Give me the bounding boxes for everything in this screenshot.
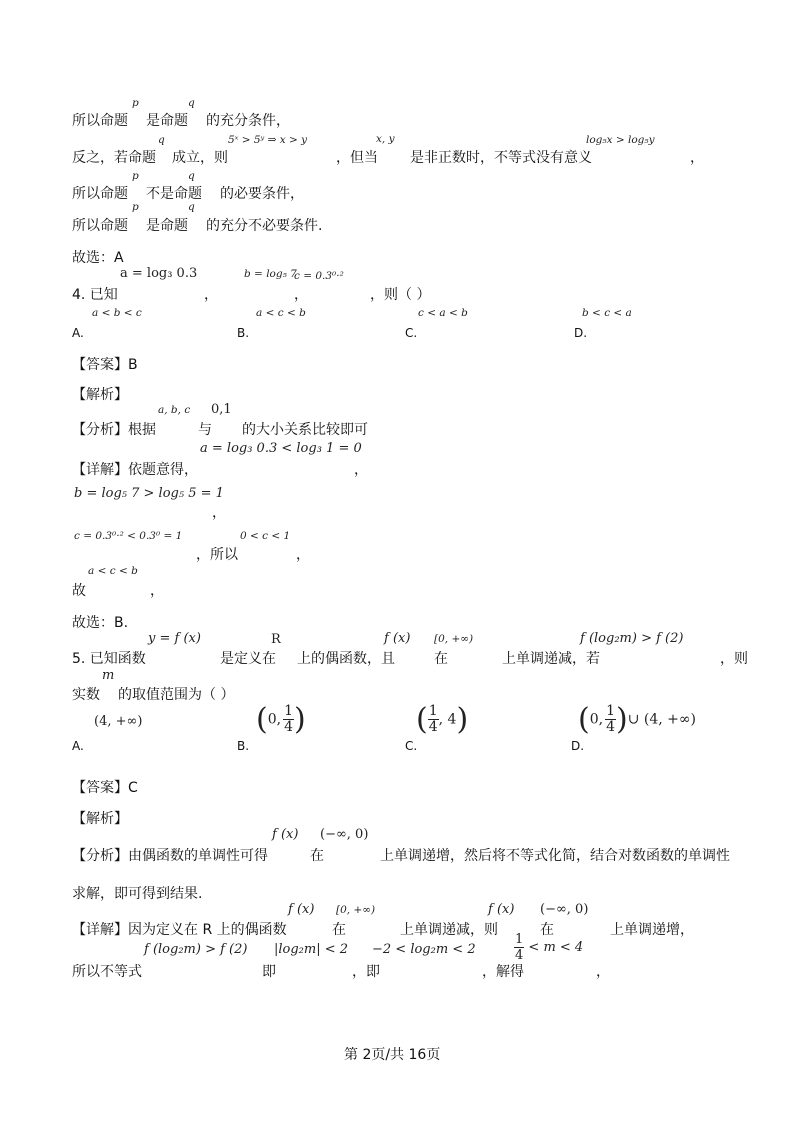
option-b-label: B. [237, 739, 250, 753]
math-c-range: 0 < c < 1 [240, 530, 291, 542]
analysis-tag: 【解析】 [72, 387, 128, 403]
text-line: 不是命题 [146, 186, 202, 202]
math-log-ineq: log₅x > log₅y [586, 134, 655, 146]
text-line: 上的偶函数，且 [297, 651, 395, 667]
text-line: 上单调递减，则 [400, 922, 498, 938]
question-stem: 的取值范围为（ ） [118, 687, 235, 703]
text-line: ，解得 [482, 964, 524, 980]
answer-tag: 【答案】C [72, 780, 138, 796]
text-line: 是命题 [146, 218, 188, 234]
answer-line: 故选：A [72, 250, 124, 266]
math-q: q [188, 170, 195, 182]
comma: ， [212, 505, 226, 521]
math-implication: 5ˣ > 5ʸ ⇒ x > y [228, 134, 308, 146]
math-R: R [271, 632, 281, 647]
text-line: 即 [262, 964, 276, 980]
option-c-math: c < a < b [418, 307, 468, 319]
math-xy: x, y [376, 133, 395, 145]
math-detail-b: b = log₅ 7 > log₅ 5 = 1 [74, 486, 224, 501]
detail-prefix: 【详解】因为定义在 R 上的偶函数 [72, 922, 287, 938]
text-line: 是定义在 [220, 651, 276, 667]
comma: ， [150, 583, 164, 599]
math-abs-ineq: |log₂m| < 2 [274, 942, 349, 957]
math-p: p [132, 97, 139, 109]
page-footer: 第 2页/共 16页 [344, 1047, 441, 1063]
math-interval-neg: (−∞, 0) [540, 902, 589, 917]
option-d-label: D. [574, 326, 588, 340]
comma: ， [204, 287, 218, 303]
text-line: 上单调递减，若 [502, 651, 600, 667]
detail-prefix: 【详解】依题意得， [72, 462, 198, 478]
math-fx: f (x) [488, 902, 515, 917]
question-stem: ，则（ ） [370, 287, 431, 303]
text-line: 成立，则 [172, 150, 228, 166]
option-a-label: A. [72, 739, 84, 753]
option-c-label: C. [405, 326, 418, 340]
text-line: 所以不等式 [72, 964, 142, 980]
math-y-fx: y = f (x) [148, 631, 201, 646]
text-line: ， [690, 150, 704, 166]
comma: ， [296, 547, 310, 563]
math-ineq: f (log₂m) > f (2) [580, 631, 684, 646]
option-d-label: D. [571, 739, 585, 753]
text-line: 是非正数时，不等式没有意义 [410, 150, 592, 166]
text-line: 实数 [72, 687, 100, 703]
text-line: 的充分条件， [206, 113, 290, 129]
text-line: 上单调递增， [610, 922, 694, 938]
text-line: ， [596, 964, 610, 980]
math-result: a < c < b [88, 565, 138, 577]
text-line: 所以命题 [72, 113, 128, 129]
question-number: 4. 已知 [72, 287, 118, 303]
math-abc: a, b, c [158, 404, 191, 416]
answer-tag: 【答案】B [72, 357, 138, 373]
option-c-math: ( $\frac{1}{4}$ , 4) [416, 702, 469, 737]
option-a-math: a < b < c [92, 307, 142, 319]
math-fx: f (x) [272, 827, 299, 842]
math-fx: f (x) [384, 631, 411, 646]
option-b-math: (0, $\frac{1}{4}$ ) [256, 702, 306, 737]
math-a-def: a = log₃ 0.3 [120, 266, 198, 281]
math-q: q [188, 201, 195, 213]
text-line: ，但当 [336, 150, 378, 166]
math-detail-c: c = 0.3⁰·² < 0.3⁰ = 1 [74, 530, 183, 542]
math-c-def: c = 0.3⁰·² [294, 270, 344, 282]
text-line: 在 [310, 848, 324, 864]
text-line: 的必要条件， [220, 186, 304, 202]
math-result: $\frac{1}{4}$ < m < 4 [515, 932, 584, 963]
text-line: 所以命题 [72, 186, 128, 202]
option-a-math: (4, +∞) [94, 714, 143, 729]
text-line: 是命题 [146, 113, 188, 129]
math-fx: f (x) [288, 902, 315, 917]
text-line: ，则 [720, 651, 748, 667]
option-d-math: (0, $\frac{1}{4}$ )∪ (4, +∞) [578, 702, 697, 737]
gu: 故 [72, 583, 86, 599]
math-detail-a: a = log₃ 0.3 < log₃ 1 = 0 [200, 441, 362, 456]
math-b-def: b = log₅ 7 [244, 268, 297, 280]
math-ineq: f (log₂m) > f (2) [144, 942, 248, 957]
answer-line: 故选：B. [72, 615, 129, 631]
suoyi: ，所以 [196, 547, 238, 563]
fenxi-suffix: 的大小关系比较即可 [242, 422, 368, 438]
math-interval-pos: [0, +∞) [336, 904, 376, 916]
text-line: 在 [434, 651, 448, 667]
text-line: 所以命题 [72, 218, 128, 234]
comma: ， [354, 462, 368, 478]
math-interval-pos: [0, +∞) [434, 633, 474, 645]
fenxi-with: 与 [198, 422, 212, 438]
analysis-tag: 【解析】 [72, 811, 128, 827]
text-line: 的充分不必要条件. [206, 218, 323, 234]
text-line: 反之，若命题 [72, 150, 156, 166]
math-double-ineq: −2 < log₂m < 2 [372, 942, 476, 957]
math-m: m [102, 668, 115, 683]
option-c-label: C. [405, 739, 418, 753]
option-d-math: b < c < a [582, 307, 632, 319]
math-q: q [158, 134, 165, 146]
question-number: 5. 已知函数 [72, 651, 146, 667]
text-line: 在 [332, 922, 346, 938]
fenxi-prefix: 【分析】根据 [72, 422, 156, 438]
math-p: p [132, 201, 139, 213]
math-q: q [188, 97, 195, 109]
option-b-label: B. [237, 326, 250, 340]
math-01: 0,1 [211, 402, 232, 417]
fenxi-line2: 求解，即可得到结果. [72, 886, 203, 902]
text-line: 在 [540, 922, 554, 938]
fenxi-prefix: 【分析】由偶函数的单调性可得 [72, 848, 268, 864]
option-b-math: a < c < b [256, 307, 306, 319]
math-p: p [132, 170, 139, 182]
fenxi-suffix: 上单调递增，然后将不等式化简，结合对数函数的单调性 [380, 848, 730, 864]
comma: ， [294, 287, 308, 303]
option-a-label: A. [72, 326, 84, 340]
math-interval-neg: (−∞, 0) [320, 827, 369, 842]
text-line: ，即 [352, 964, 380, 980]
